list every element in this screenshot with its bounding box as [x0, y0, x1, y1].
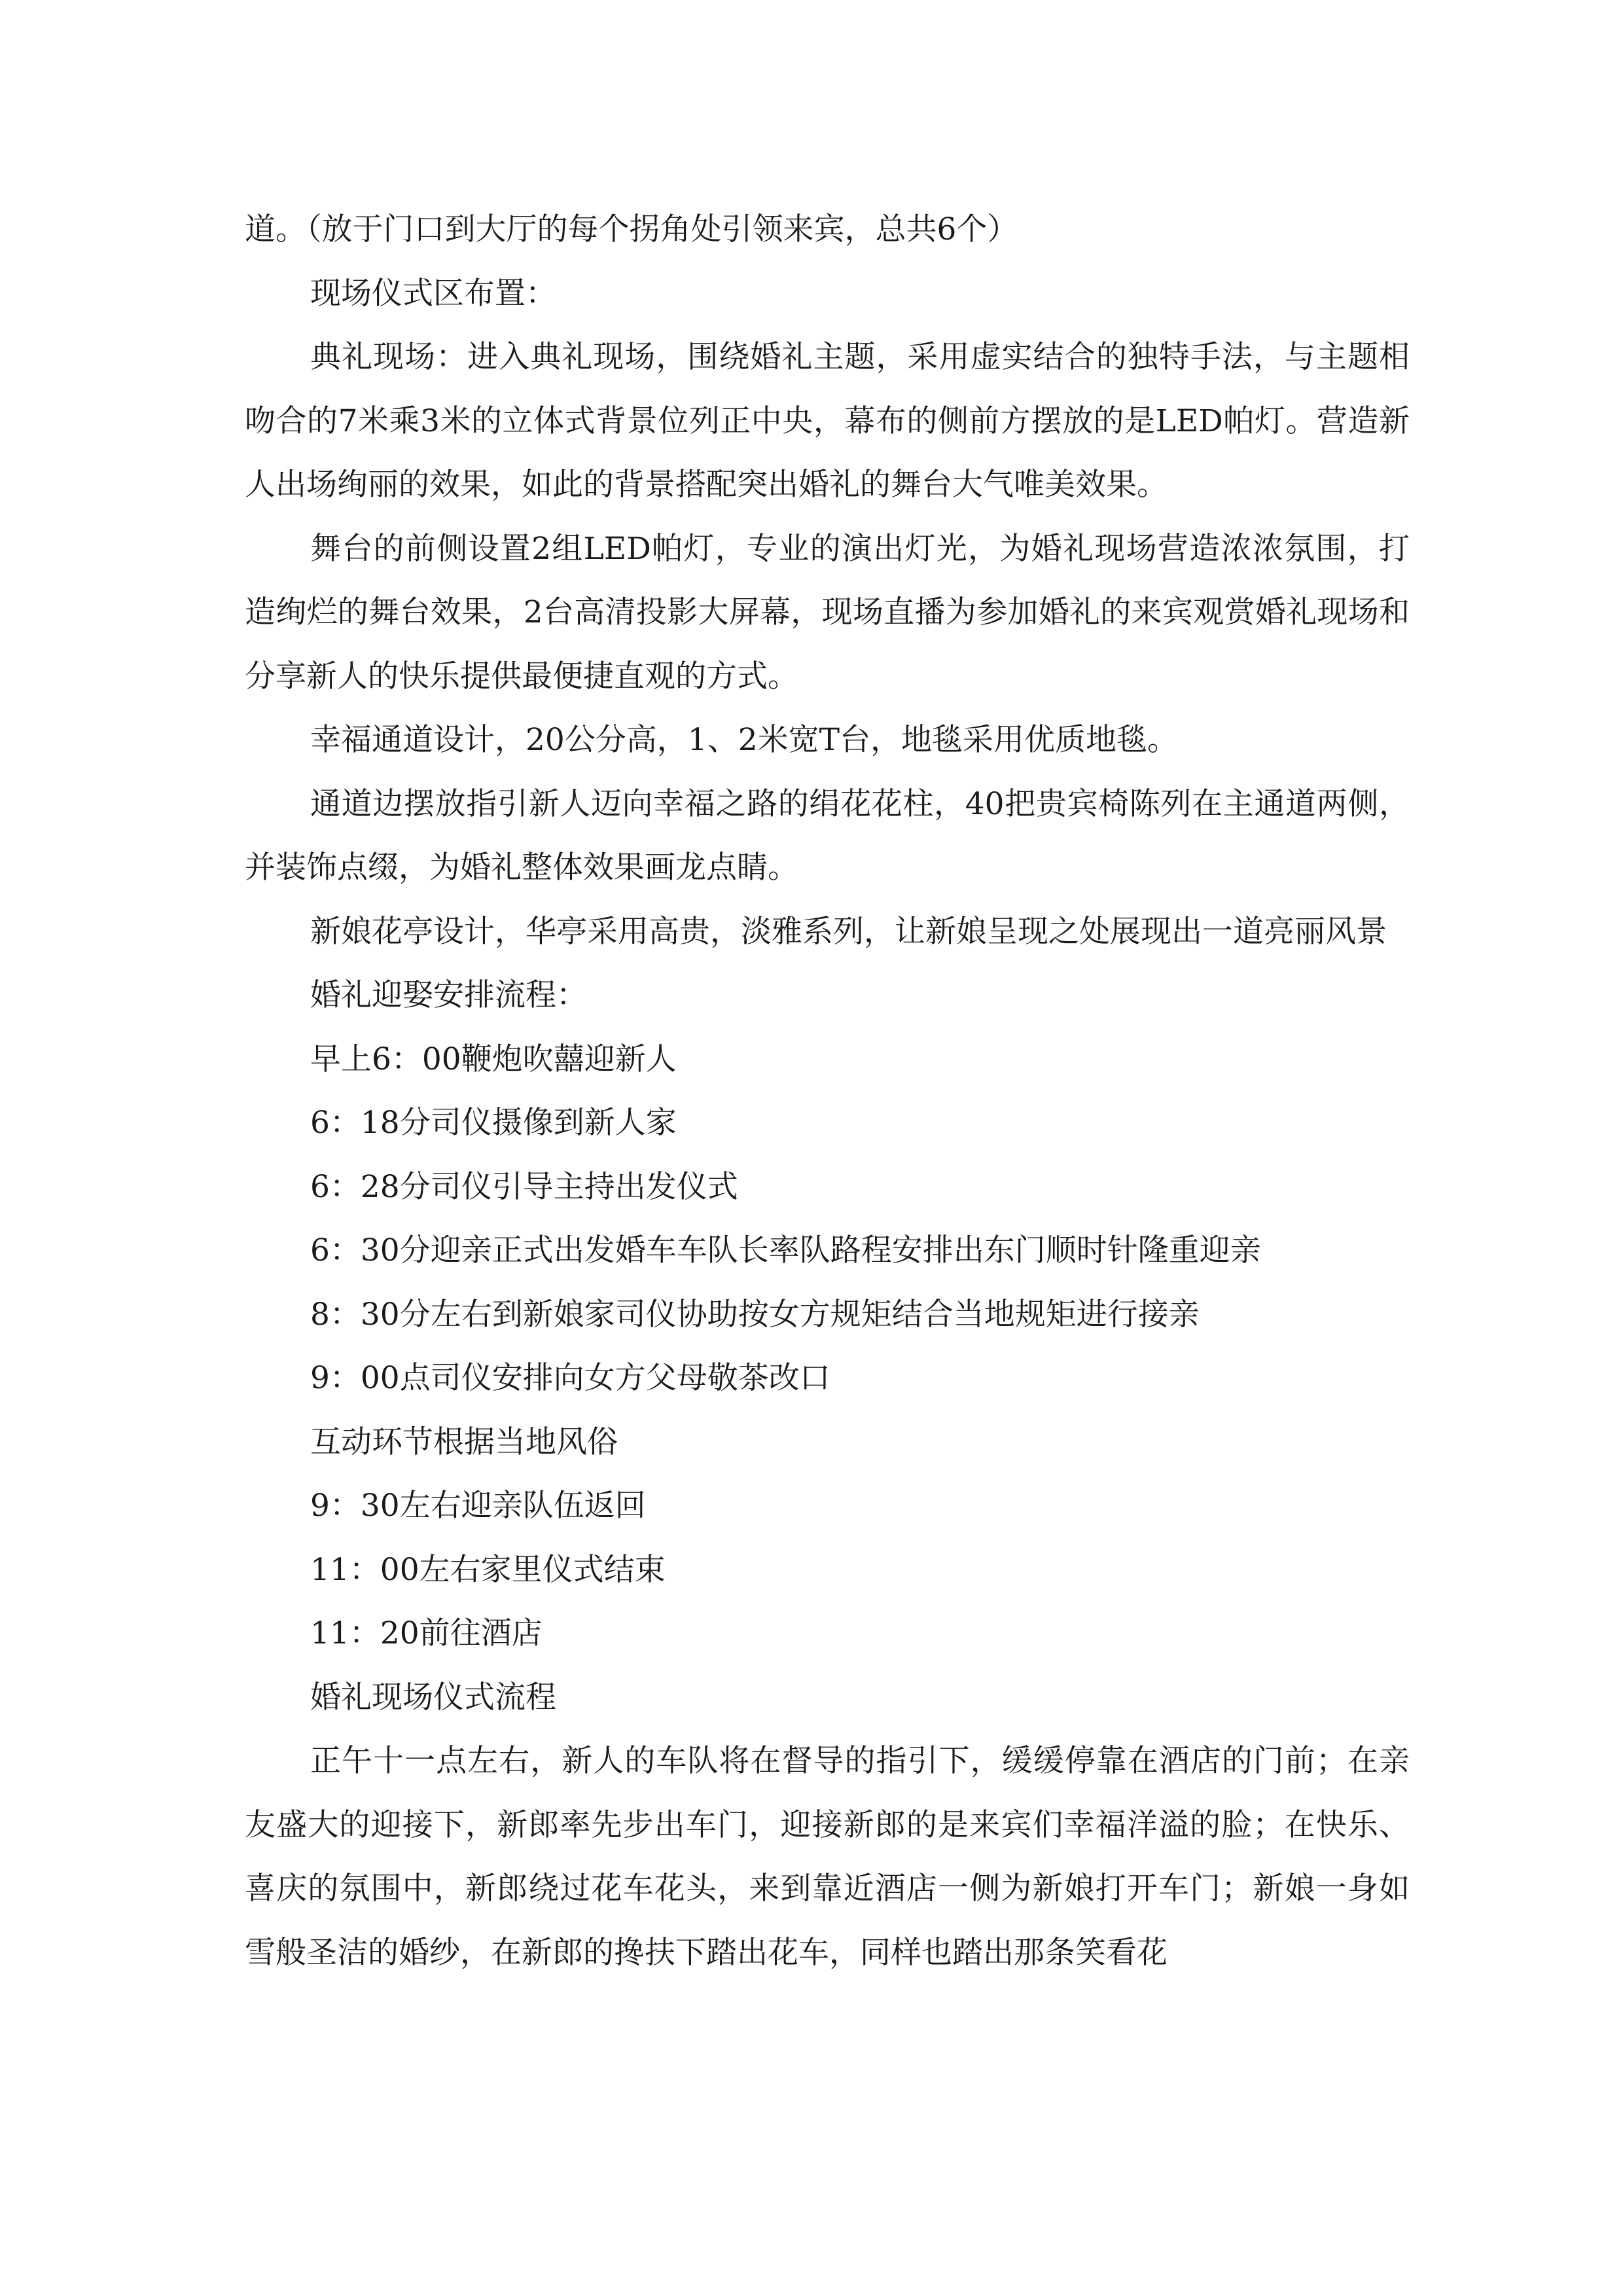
paragraph: 舞台的前侧设置2组LED帕灯，专业的演出灯光，为婚礼现场营造浓浓氛围，打造绚烂的舞台效果，2台高清投影大屏幕，现场直播为参加婚礼的来宾观赏婚礼现场和分享新人的快乐提供最便捷直观的方式。 [245, 530, 1410, 694]
paragraph: 通道边摆放指引新人迈向幸福之路的绢花花柱，40把贵宾椅陈列在主通道两侧，并装饰点缀，为婚礼整体效果画龙点睛。 [245, 785, 1410, 886]
paragraph: 道。（放于门口到大厅的每个拐角处引领来宾，总共6个） [245, 211, 1018, 247]
paragraph: 幸福通道设计，20公分高，1、2米宽T台，地毯采用优质地毯。 [310, 722, 1178, 758]
schedule-item: 11：20前往酒店 [310, 1615, 543, 1651]
section-heading-schedule: 婚礼迎娶安排流程： [310, 977, 587, 1013]
schedule-item: 互动环节根据当地风俗 [310, 1424, 618, 1460]
paragraph: 典礼现场：进入典礼现场，围绕婚礼主题，采用虚实结合的独特手法，与主题相吻合的7米乘3米的立体式背景位列正中央，幕布的侧前方摆放的是LED帕灯。营造新人出场绚丽的效果，如此的背景搭配突出婚礼的舞台大气唯美效果。 [245, 339, 1410, 503]
schedule-item: 11：00左右家里仪式结束 [310, 1551, 666, 1588]
schedule-item: 9：00点司仪安排向女方父母敬茶改口 [310, 1360, 830, 1396]
section-heading-venue: 现场仪式区布置： [310, 275, 556, 312]
paragraph: 正午十一点左右，新人的车队将在督导的指引下，缓缓停靠在酒店的门前；在亲友盛大的迎接下，新郎率先步出车门，迎接新郎的是来宾们幸福洋溢的脸；在快乐、喜庆的氛围中，新郎绕过花车花头，来到靠近酒店一侧为新娘打开车门；新娘一身如雪般圣洁的婚纱，在新郎的搀扶下踏出花车，同样也踏出那条笑看花 [245, 1743, 1410, 1971]
schedule-item: 6：18分司仪摄像到新人家 [310, 1105, 677, 1141]
schedule-item: 8：30分左右到新娘家司仪协助按女方规矩结合当地规矩进行接亲 [310, 1296, 1200, 1333]
schedule-item: 9：30左右迎亲队伍返回 [310, 1488, 646, 1524]
section-heading-ceremony: 婚礼现场仪式流程 [310, 1679, 556, 1715]
schedule-item: 6：28分司仪引导主持出发仪式 [310, 1168, 738, 1205]
schedule-item: 6：30分迎亲正式出发婚车车队长率队路程安排出东门顺时针隆重迎亲 [310, 1232, 1261, 1268]
document-body [245, 198, 1410, 1984]
schedule-item: 早上6：00鞭炮吹囍迎新人 [310, 1041, 677, 1077]
paragraph: 新娘花亭设计，华亭采用高贵，淡雅系列，让新娘呈现之处展现出一道亮丽风景 [310, 913, 1387, 950]
